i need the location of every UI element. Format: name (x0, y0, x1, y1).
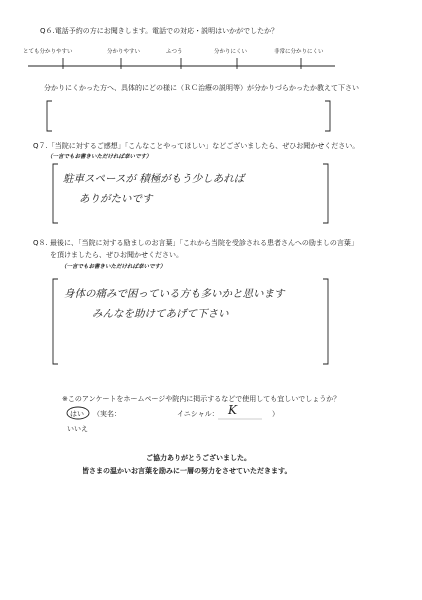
initial-value: K (228, 403, 237, 417)
q8-question-line1: Q８. 最後に、「当院に対する励ましのお言葉」「これから当院を受診される患者さんへの励ましの言葉」 (33, 239, 358, 247)
q8-handwritten-answer-line1: 身体の痛みで困っている方も多いかと思います (64, 288, 285, 300)
q6-followup-prompt: 分かりにくかった方へ、具体的にどの様に（ＲＣ治療の説明等）が分かりづらかったか教えて下さい (44, 84, 359, 92)
closing-message: 皆さまの温かいお言葉を励みに一層の努力をさせていただきます。 (82, 467, 292, 475)
close-paren: ） (272, 410, 279, 418)
q6-option-clear: 分かりやすい (107, 49, 141, 55)
consent-yes-option[interactable]: はい (70, 410, 84, 418)
q6-option-normal: ふつう (166, 49, 183, 55)
q6-option-very-unclear: 非常に分かりにくい (274, 49, 324, 55)
q8-question-line2: を頂けましたら、ぜひお聞かせください。 (50, 251, 183, 259)
q7-note: （一言でもお書きいただければ幸いです） (47, 154, 152, 160)
q7-handwritten-answer-line1: 駐車スペースが 積極がもう少しあれば (63, 173, 245, 185)
q6-rating-scale[interactable] (28, 58, 335, 69)
q6-question: Q６.電話予約の方にお聞きします。電話での対応・説明はいかがでしたか？ (40, 27, 279, 35)
closing-thanks: ご協力ありがとうございました。 (146, 454, 251, 462)
q6-option-very-clear: とても分かりやすい (23, 49, 73, 55)
q8-note: （一言でもお書きいただければ幸いです） (61, 264, 166, 270)
real-name-label: （実名： (93, 410, 121, 418)
q6-option-unclear: 分かりにくい (214, 49, 248, 55)
q7-question: Q７.「当院に対するご感想」「こんなことやってほしい」などございましたら、ぜひお聞かせください。 (33, 142, 360, 150)
q8-handwritten-answer-line2: みんなを助けてあげて下さい (92, 308, 229, 320)
consent-question: ※このアンケートをホームページや院内に掲示するなどで使用しても宜しいでしょうか？ (62, 395, 341, 403)
q7-handwritten-answer-line2: ありがたいです (79, 193, 153, 205)
q6-followup-box[interactable] (47, 101, 330, 131)
consent-no-option[interactable]: いいえ (67, 425, 88, 433)
initial-label: イニシャル： (177, 410, 219, 418)
